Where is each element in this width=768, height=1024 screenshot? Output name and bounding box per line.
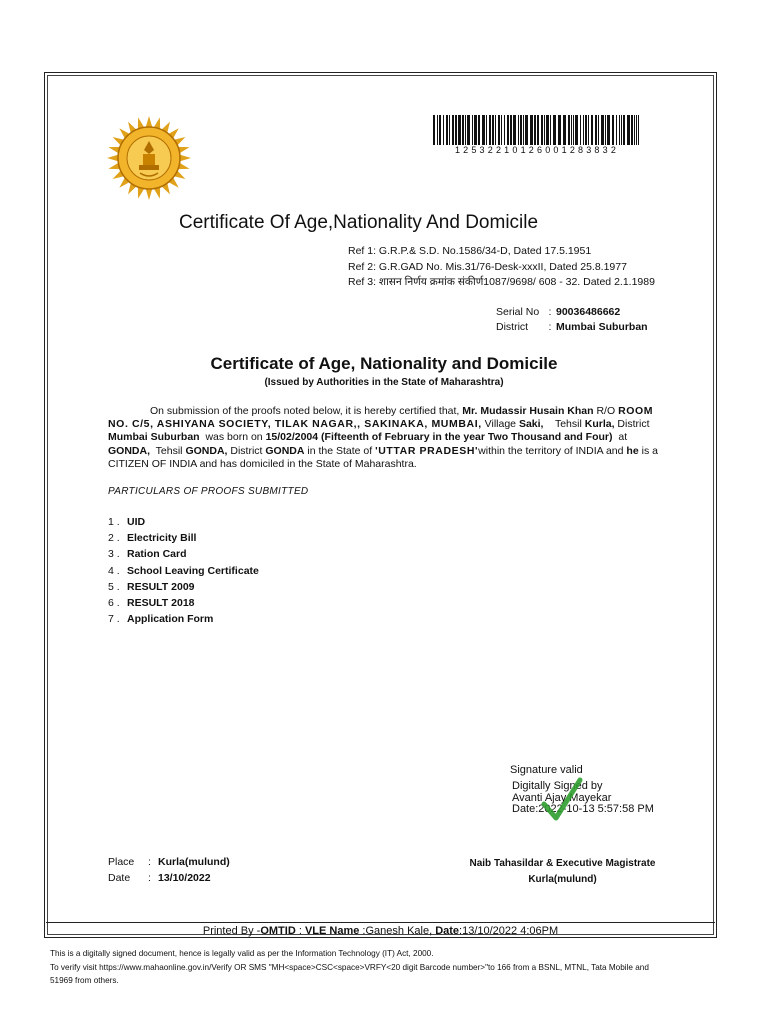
- proof-number: 3 .: [108, 548, 120, 561]
- signature-line: Digitally Signed by: [512, 780, 603, 792]
- vle-label: VLE Name: [304, 925, 360, 937]
- district-value: Mumbai Suburban: [556, 321, 648, 333]
- district-name: Mumbai Suburban: [108, 431, 200, 444]
- certificate-subheading: (Issued by Authorities in the State of Maharashtra): [264, 377, 504, 388]
- reference-3: Ref 3: शासन निर्णय क्रमांक संकीर्ण1087/9698/ 608 - 32. Dated 2.1.1989: [348, 276, 655, 288]
- reference-2: Ref 2: G.R.GAD No. Mis.31/76-Desk-xxxII, Dated 25.8.1977: [348, 260, 627, 273]
- place-date-block: [108, 855, 230, 886]
- list-item: [108, 563, 259, 579]
- date-label: Date: [108, 871, 131, 884]
- certificate-heading: Certificate of Age, Nationality and Domicile: [210, 354, 558, 373]
- reference-1: Ref 1: G.R.P.& S.D. No.1586/34-D, Dated 17.5.1951: [348, 245, 592, 257]
- printed-prefix: Printed By -: [202, 925, 261, 937]
- proof-number: 6 .: [108, 597, 120, 610]
- tehsil: Kurla,: [584, 418, 615, 431]
- proof-number: 5 .: [108, 580, 120, 593]
- proof-label: RESULT 2018: [127, 597, 195, 610]
- body-text: was born on: [205, 431, 263, 444]
- serial-label: Serial No: [496, 306, 540, 318]
- body-text: Tehsil: [155, 444, 183, 457]
- place-value: Kurla(mulund): [158, 856, 230, 868]
- body-text: District: [230, 444, 263, 457]
- footer-note: [50, 947, 730, 988]
- barcode: [433, 115, 641, 145]
- list-item: [108, 514, 259, 530]
- list-item: [108, 611, 259, 627]
- body-text: Tehsil: [554, 418, 582, 431]
- serial-block: [496, 305, 648, 335]
- barcode-number: 12532210126001283832: [454, 145, 620, 155]
- body-text: is a CITIZEN OF INDIA and has domiciled in the State of Maharashtra.: [108, 444, 658, 470]
- footer-line: This is a digitally signed document, hence is legally valid as per the Information Technology (IT) Act, 2000.: [50, 949, 434, 958]
- date-sep: :: [148, 871, 151, 884]
- proofs-list: [108, 514, 259, 627]
- references: [348, 244, 655, 291]
- printed-by-line: [46, 922, 715, 937]
- proof-label: UID: [127, 516, 146, 528]
- list-item: [108, 546, 259, 562]
- place-sep: :: [148, 856, 151, 868]
- proof-number: 1 .: [108, 516, 120, 528]
- holder-name: Mr. Mudassir Husain Khan: [462, 405, 594, 417]
- omtid-label: OMTID: [260, 925, 296, 937]
- proof-number: 2 .: [108, 532, 120, 545]
- proof-number: 7 .: [108, 613, 120, 626]
- birth-place: GONDA,: [108, 444, 150, 457]
- pronoun: he: [626, 444, 639, 457]
- body-text: at: [618, 431, 628, 444]
- signature-date: Date:2022-10-13 5:57:58 PM: [512, 803, 654, 815]
- list-item: [108, 579, 259, 595]
- printed-date-value: :13/10/2022 4:06PM: [459, 925, 559, 937]
- list-item: [108, 595, 259, 611]
- proof-label: RESULT 2009: [127, 580, 195, 593]
- particulars-heading: PARTICULARS OF PROOFS SUBMITTED: [108, 486, 309, 497]
- magistrate-office: Kurla(mulund): [528, 873, 597, 885]
- date-value: 13/10/2022: [158, 871, 211, 884]
- body-text: District: [617, 418, 650, 431]
- date-of-birth: 15/02/2004 (Fifteenth of February in the year Two Thousand and Four): [265, 431, 613, 444]
- serial-sep: :: [548, 306, 552, 318]
- proof-label: Electricity Bill: [127, 532, 197, 545]
- birth-tehsil: GONDA,: [185, 444, 228, 457]
- proof-label: Application Form: [127, 613, 214, 626]
- holder-address: ROOM NO. C/5, ASHIYANA SOCIETY, TILAK NAGAR,, SAKINAKA, MUMBAI,: [108, 405, 654, 431]
- vle-value: :Ganesh Kale,: [359, 925, 436, 937]
- birth-state: 'UTTAR PRADESH': [375, 444, 479, 457]
- maharashtra-seal-icon: [106, 115, 192, 201]
- district-sep: :: [548, 321, 552, 333]
- body-text: R/O: [596, 405, 616, 417]
- footer-line: To verify visit https://www.mahaonline.gov.in/Verify OR SMS "MH<space>CSC<space>VRFY<20 digit Barcode number>"to 166 from a BSNL, MTNL, Tata Mobile and: [50, 962, 649, 972]
- list-item: [108, 530, 259, 546]
- body-text: in the State of: [307, 444, 373, 457]
- footer-line: 51969 from others.: [50, 976, 119, 986]
- district-label: District: [496, 321, 529, 333]
- signature-signer: Avanti Ajay Mayekar: [512, 791, 612, 804]
- place-label: Place: [108, 856, 135, 868]
- printed-sep: :: [295, 925, 305, 937]
- body-text: On submission of the proofs noted below, it is hereby certified that,: [150, 405, 460, 417]
- certificate-title: Certificate Of Age,Nationality And Domicile: [179, 212, 539, 233]
- body-text: Village: [484, 418, 517, 431]
- birth-district: GONDA: [265, 444, 305, 457]
- serial-value: 90036486662: [556, 306, 621, 318]
- magistrate-title: Naib Tahasildar & Executive Magistrate: [469, 858, 656, 869]
- checkmark-icon: [540, 774, 584, 824]
- proof-number: 4 .: [108, 564, 120, 577]
- magistrate-block: [420, 856, 705, 887]
- body-text: within the territory of INDIA and: [478, 444, 624, 457]
- signature-status: Signature valid: [510, 764, 583, 776]
- printed-date-label: Date: [435, 925, 460, 937]
- village: Saki,: [518, 418, 544, 431]
- proof-label: School Leaving Certificate: [127, 564, 259, 577]
- certificate-body: [108, 405, 660, 471]
- proof-label: Ration Card: [127, 548, 187, 561]
